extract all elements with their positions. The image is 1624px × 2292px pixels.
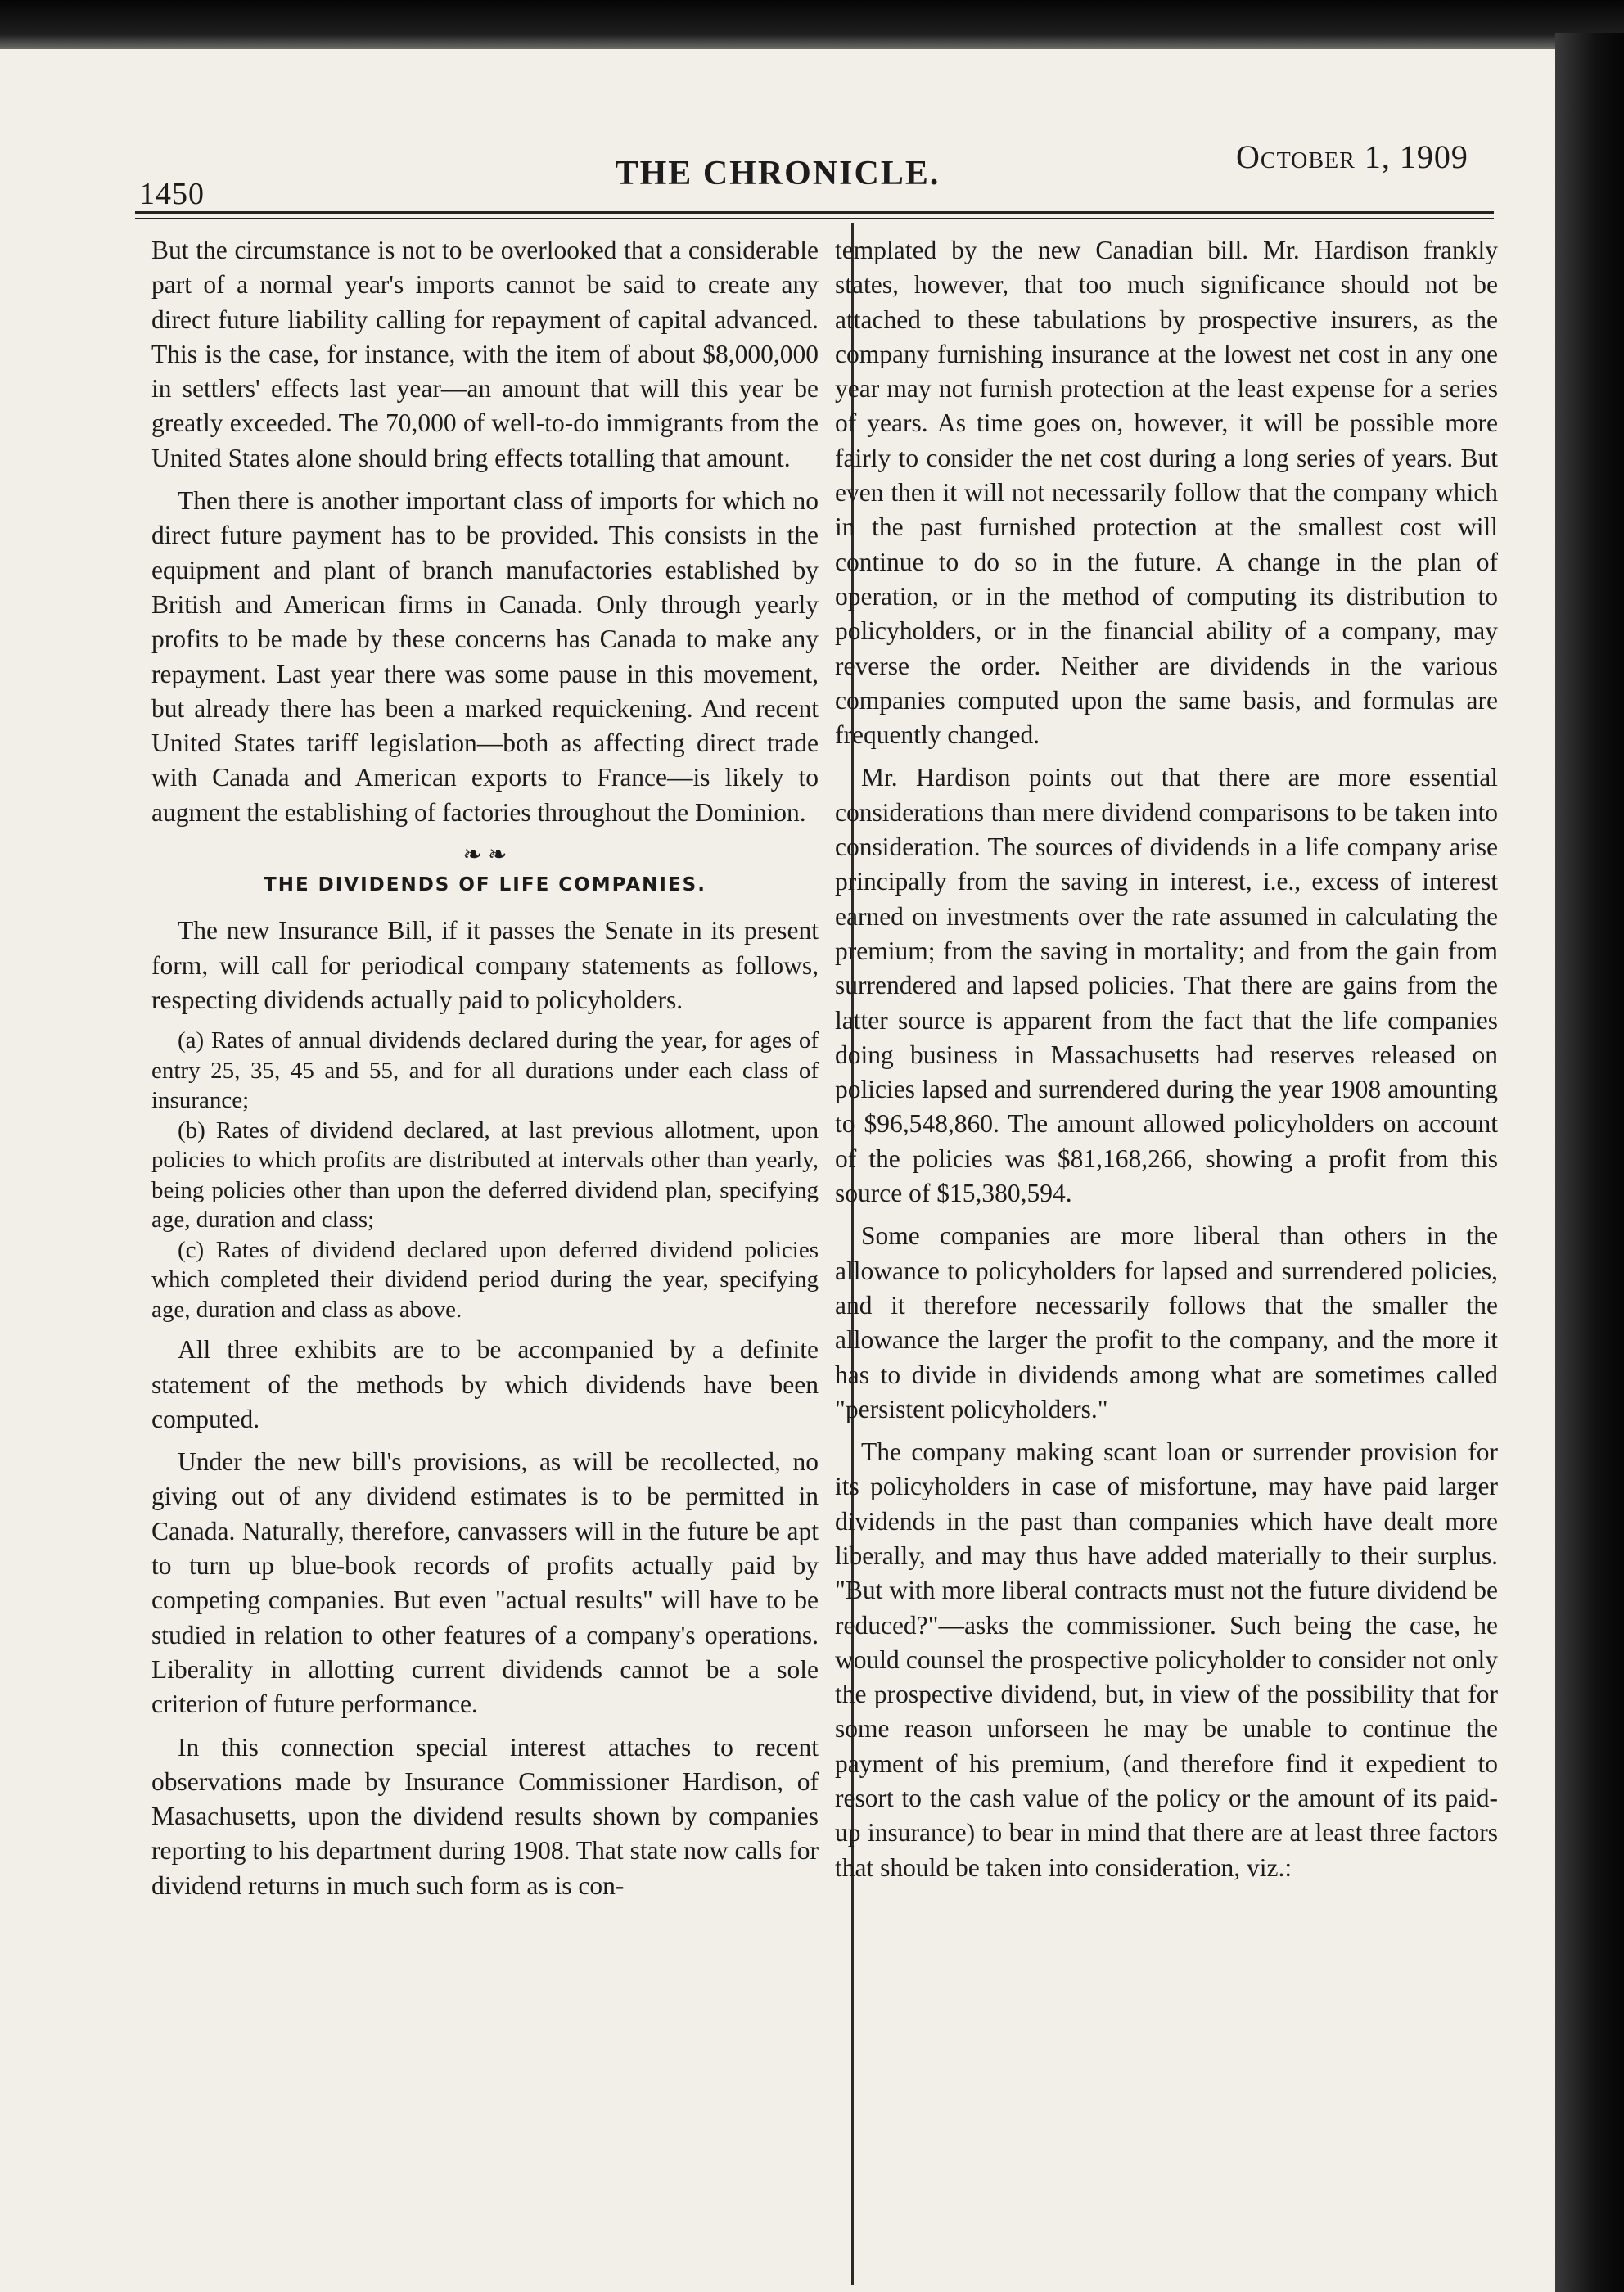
paragraph: Mr. Hardison points out that there are more essential considerations than mere dividend comparisons to be taken into consideration. The sources of dividends in a life company arise principally from the saving in interest, i.e., excess of interest earned on investments over the rate assumed in calculating the premium; from the saving in mortality; and from the gain from surrendered and lapsed policies. That there are gains from the latter source is apparent from the fact that the life companies doing business in Massachusetts had reserves released on policies lapsed and surrendered during the year 1908 amounting to $96,548,860. The amount allowed policyholders on account of the policies was $81,168,266, showing a profit from this source of $15,380,594. xyxy=(835,763,1498,1208)
binding-spine xyxy=(1555,33,1624,2292)
paragraph: All three exhibits are to be accompanied by a definite statement of the methods by which dividends have been computed. xyxy=(151,1335,819,1433)
page-number: 1450 xyxy=(139,177,205,211)
paragraph: The company making scant loan or surrender provision for its policyholders in case of misfortune, may have paid larger dividends in the past than companies which have dealt more liberally, and may thus have added materially to their surplus. "But with more liberal contracts must not the future dividend be reduced?"—asks the commissioner. Such being the case, he would counsel the prospective policyholder to consider not only the prospective dividend, but, in view of the possibility that for some reason unforseen he may be unable to continue the payment of his premium, (and therefore find it expedient to resort to the cash value of the policy or the amount of its paid-up insurance) to bear in mind that there are at least three factors that should be taken into consideration, viz.: xyxy=(835,1437,1498,1882)
exhibit-item: (c) Rates of dividend declared upon deferred dividend policies which completed their dividend period during the year, specifying age, duration and class as above. xyxy=(151,1236,819,1323)
paragraph: The new Insurance Bill, if it passes the Senate in its present form, will call for periodical company statements as follows, respecting dividends actually paid to policyholders. xyxy=(151,916,819,1014)
header-rule xyxy=(135,211,1494,214)
scan-top-edge xyxy=(0,0,1624,49)
publication-title: THE CHRONICLE. xyxy=(615,155,941,192)
paragraph: Under the new bill's provisions, as will be recollected, no giving out of any dividend estimates is to be permitted in Canada. Naturally, therefore, canvassers will in the future be apt to turn up blue-book records of profits actually paid by competing companies. But even "actual results" will have to be studied in relation to other features of a company's operations. Liberality in allotting current dividends cannot be a sole criterion of future performance. xyxy=(151,1447,819,1719)
right-column xyxy=(831,233,1498,1893)
left-column xyxy=(151,233,819,1911)
issue-date: October 1, 1909 xyxy=(1236,138,1468,175)
header-rule-thin xyxy=(135,218,1494,219)
section-ornament: ❧ ❧ xyxy=(462,842,508,869)
paragraph: Some companies are more liberal than others in the allowance to policyholders for lapsed and surrendered policies, and it therefore necessarily follows that the smaller the allowance the larger the profit to the company, and the more it has to divide in dividends among what are sometimes called "persistent policyholders." xyxy=(835,1221,1498,1423)
newspaper-page xyxy=(0,49,1555,2292)
exhibit-item: (a) Rates of annual dividends declared during the year, for ages of entry 25, 35, 45 and 55, and for all durations under each class of insurance; xyxy=(151,1027,819,1114)
section-heading: THE DIVIDENDS OF LIFE COMPANIES. xyxy=(264,874,706,896)
exhibit-item: (b) Rates of dividend declared, at last previous allotment, upon policies to which profits are distributed at intervals other than yearly, being policies other than upon the deferred dividend plan, specifying age, duration and class; xyxy=(151,1117,819,1234)
paragraph: templated by the new Canadian bill. Mr. Hardison frankly states, however, that too much significance should not be attached to these tabulations by prospective insurers, as the company furnishing insurance at the lowest net cost in any one year may not furnish protection at the least expense for a series of years. As time goes on, however, it will be possible more fairly to consider the net cost during a long series of years. But even then it will not necessarily follow that the company which in the past furnished protection at the smallest cost will continue to do so in the future. A change in the plan of operation, or in the method of computing its distribution to policyholders, or in the financial ability of a company, may reverse the order. Neither are dividends in the various companies computed upon the same basis, and formulas are frequently changed. xyxy=(835,236,1498,750)
paragraph: Then there is another important class of imports for which no direct future payment has to be provided. This consists in the equipment and plant of branch manufactories established by British and American firms in Canada. Only through yearly profits to be made by these concerns has Canada to make any repayment. Last year there was some pause in this movement, but already there has been a marked requickening. And recent United States tariff legislation—both as affecting direct trade with Canada and American exports to France—is likely to augment the establishing of factories throughout the Dominion. xyxy=(151,486,819,827)
exhibit-list xyxy=(151,1026,819,1324)
paragraph: But the circumstance is not to be overlooked that a considerable part of a normal year's imports cannot be said to create any direct future liability calling for repayment of capital advanced. This is the case, for instance, with the item of about $8,000,000 in settlers' effects last year—an amount that will this year be greatly exceeded. The 70,000 of well-to-do immigrants from the United States alone should bring effects totalling that amount. xyxy=(151,236,819,472)
paragraph: In this connection special interest attaches to recent observations made by Insurance Commissioner Hardison, of Masachusetts, upon the dividend results shown by companies reporting to his department during 1908. That state now calls for dividend returns in much such form as is con- xyxy=(151,1732,819,1900)
